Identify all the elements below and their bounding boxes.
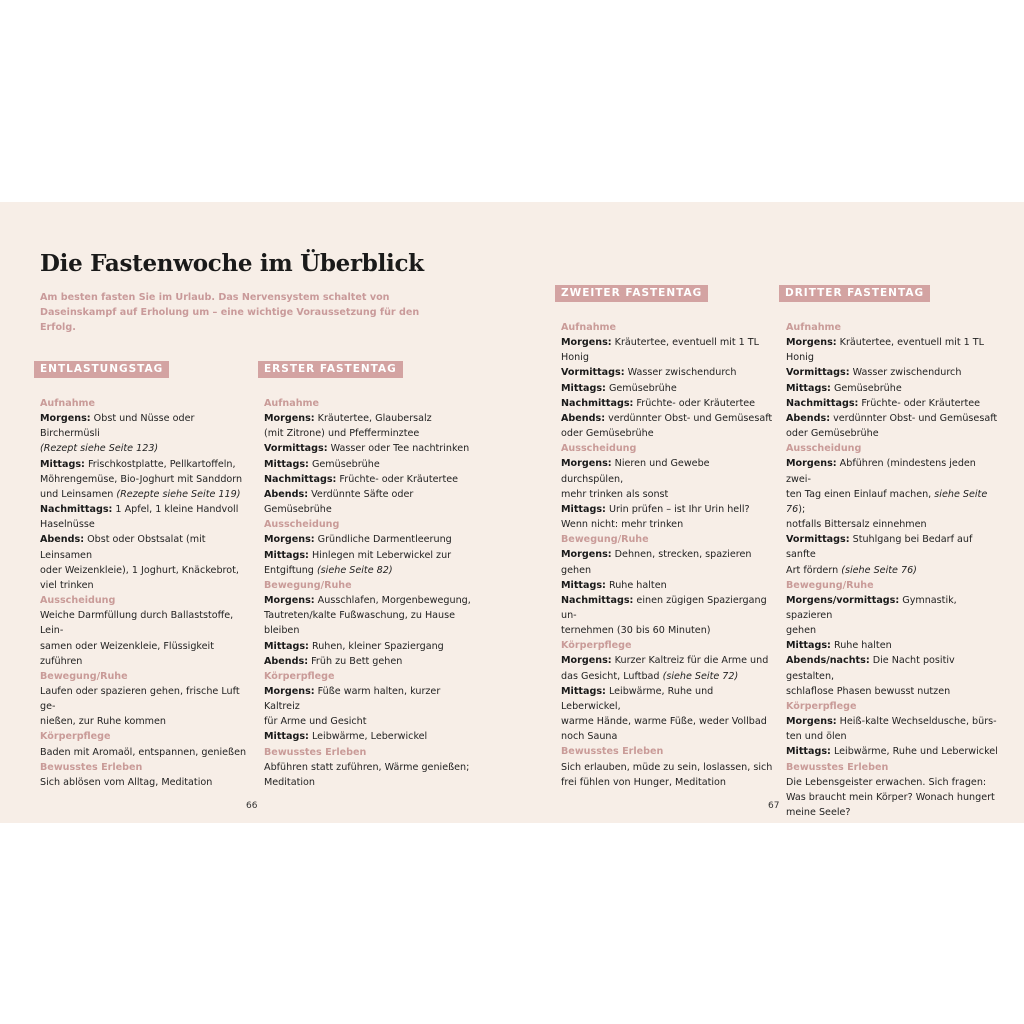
text-line	[264, 608, 476, 623]
time-label: Abends:	[264, 488, 309, 500]
line-text: Gemüsebrühe	[605, 382, 677, 394]
section-heading: Bewegung/Ruhe	[40, 670, 128, 682]
text-line	[786, 381, 998, 396]
line-text: (mit Zitrone) und Pfefferminztee	[264, 428, 420, 440]
time-label: Mittags:	[786, 746, 831, 758]
text-line	[264, 441, 476, 456]
section-heading: Ausscheidung	[561, 443, 637, 455]
time-label: Nachmittags:	[561, 594, 634, 606]
line-text: einen zügigen Spaziergang un-	[561, 594, 767, 621]
text-line	[40, 457, 252, 472]
page-reference: (siehe Seite 82)	[316, 564, 393, 576]
text-line	[264, 472, 476, 487]
line-text: Früchte- oder Kräutertee	[633, 397, 756, 409]
text-line	[40, 487, 252, 502]
time-label: Morgens:	[40, 413, 91, 425]
text-line	[561, 669, 773, 684]
time-label: Abends:	[264, 655, 309, 667]
time-label: Morgens:	[264, 534, 315, 546]
line-text: mehr trinken als sonst	[561, 488, 669, 500]
text-line	[40, 411, 252, 441]
time-label: Mittags:	[264, 549, 309, 561]
column-zweiter-fastentag	[561, 320, 773, 790]
text-line	[561, 381, 773, 396]
line-text: Dehnen, strecken, spazieren gehen	[561, 549, 752, 576]
line-text: warme Hände, warme Füße, weder Vollbad	[561, 716, 767, 728]
text-line	[786, 563, 998, 578]
text-line	[561, 456, 773, 486]
line-text: nießen, zur Ruhe kommen	[40, 716, 166, 728]
text-line	[561, 760, 773, 775]
section-heading: Ausscheidung	[786, 443, 862, 455]
line-text: Die Nacht positiv gestalten,	[786, 655, 955, 682]
page-number-right: 67	[768, 801, 780, 811]
text-line	[40, 608, 252, 638]
text-line	[264, 639, 476, 654]
day-label-zweiter-fastentag: ZWEITER FASTENTAG	[555, 285, 708, 302]
time-label: Morgens:	[561, 549, 612, 561]
line-text: oder Gemüsebrühe	[786, 428, 879, 440]
line-text: Abführen (mindestens jeden zwei-	[786, 458, 976, 485]
line-text: Sich erlauben, müde zu sein, loslassen, sich	[561, 761, 773, 773]
section-heading: Bewegung/Ruhe	[786, 579, 874, 591]
text-line	[561, 593, 773, 623]
section-heading: Körperpflege	[561, 640, 632, 652]
line-text: Stuhlgang bei Bedarf auf sanfte	[786, 534, 973, 561]
line-text: Leibwärme, Ruhe und Leberwickel,	[561, 685, 714, 712]
line-text: Kurzer Kaltreiz für die Arme und	[611, 655, 769, 667]
line-text: Gemüsebrühe	[308, 458, 380, 470]
line-text: Haselnüsse	[40, 519, 95, 531]
time-label: Mittags:	[786, 640, 831, 652]
line-text: Kräutertee, Glaubersalz	[314, 413, 432, 425]
time-label: Mittags:	[264, 731, 309, 743]
time-label: Abends:	[40, 534, 85, 546]
section-heading: Körperpflege	[40, 731, 111, 743]
time-label: Morgens:	[264, 595, 315, 607]
line-text: Leibwärme, Ruhe und Leberwickel	[830, 746, 998, 758]
column-erster-fastentag	[264, 396, 476, 790]
line-text: meine Seele?	[786, 807, 851, 818]
section-heading: Körperpflege	[786, 700, 857, 712]
line-text: Möhrengemüse, Bio-Joghurt mit Sanddorn	[40, 473, 243, 485]
page-title: Die Fastenwoche im Überblick	[40, 250, 424, 277]
time-label: Mittags:	[561, 579, 606, 591]
text-line	[40, 502, 252, 517]
time-label: Vormittags:	[561, 367, 625, 379]
line-text: Wasser oder Tee nachtrinken	[327, 443, 470, 455]
line-text: Die Lebensgeister erwachen. Sich fragen:	[786, 776, 987, 788]
text-line	[561, 714, 773, 729]
day-label-erster-fastentag: ERSTER FASTENTAG	[258, 361, 403, 378]
text-line	[40, 472, 252, 487]
text-line	[786, 775, 998, 790]
text-line	[786, 790, 998, 805]
line-text: Hinlegen mit Leberwickel zur	[308, 549, 452, 561]
line-text: 1 Apfel, 1 kleine Handvoll	[112, 504, 239, 516]
line-text: Weiche Darmfüllung durch Ballaststoffe, Lein-	[40, 610, 234, 637]
section-heading: Bewusstes Erleben	[786, 761, 889, 773]
line-text: Urin prüfen – ist Ihr Urin hell?	[605, 503, 750, 515]
line-text: bleiben	[264, 625, 300, 637]
line-text: Meditation	[264, 776, 315, 788]
text-line	[264, 623, 476, 638]
line-text: frei fühlen von Hunger, Meditation	[561, 776, 727, 788]
text-line	[40, 714, 252, 729]
line-text: Ruhe halten	[605, 579, 667, 591]
text-line	[264, 729, 476, 744]
text-line	[561, 729, 773, 744]
line-text: Gymnastik, spazieren	[786, 594, 957, 621]
text-line	[786, 335, 998, 365]
line-text: und Leinsamen	[40, 488, 117, 500]
page-number-left: 66	[246, 801, 258, 811]
text-line	[40, 684, 252, 714]
line-text: das Gesicht, Luftbad	[561, 670, 663, 682]
line-text: samen oder Weizenkleie, Flüssigkeit zuführen	[40, 640, 214, 667]
page-reference: (siehe Seite 76)	[841, 564, 917, 576]
time-label: Vormittags:	[786, 534, 850, 546]
time-label: Abends:	[561, 412, 606, 424]
line-text: Frischkostplatte, Pellkartoffeln,	[84, 458, 236, 470]
line-text: viel trinken	[40, 579, 94, 591]
section-heading: Ausscheidung	[264, 519, 340, 531]
line-tail: );	[798, 503, 806, 515]
text-line	[264, 457, 476, 472]
time-label: Morgens:	[561, 337, 612, 349]
time-label: Mittags:	[561, 685, 606, 697]
text-line	[264, 684, 476, 714]
text-line	[264, 411, 476, 426]
line-text: Verdünnte Säfte oder Gemüsebrühe	[264, 488, 414, 516]
text-line	[561, 547, 773, 577]
text-line	[786, 653, 998, 683]
time-label: Mittags:	[40, 458, 85, 470]
time-label: Mittags:	[264, 458, 309, 470]
time-label: Nachmittags:	[786, 397, 859, 409]
time-label: Mittags:	[264, 640, 309, 652]
section-heading: Ausscheidung	[40, 595, 116, 607]
line-text: Art fördern	[786, 564, 842, 576]
line-text: Obst und Nüsse oder Birchermüsli	[40, 413, 195, 440]
text-line	[561, 684, 773, 714]
text-line	[786, 638, 998, 653]
line-text: Früh zu Bett gehen	[308, 655, 403, 667]
text-line	[786, 532, 998, 562]
line-text: Abführen statt zuführen, Wärme genießen;	[264, 761, 470, 773]
text-line	[264, 593, 476, 608]
text-line	[786, 396, 998, 411]
line-text: Entgiftung	[264, 564, 317, 576]
line-text: verdünnter Obst- und Gemüsesaft	[605, 412, 773, 424]
time-label: Morgens:	[264, 685, 315, 697]
text-line	[561, 623, 773, 638]
page-reference: siehe Seite 76	[786, 488, 988, 515]
section-heading: Bewegung/Ruhe	[264, 579, 352, 591]
line-text: oder Weizenkleie), 1 Joghurt, Knäckebrot,	[40, 564, 239, 576]
time-label: Vormittags:	[786, 367, 850, 379]
line-text: noch Sauna	[561, 731, 618, 743]
time-label: Nachmittags:	[264, 473, 337, 485]
line-text: schlaflose Phasen bewusst nutzen	[786, 685, 951, 697]
line-text: ten und ölen	[786, 731, 847, 743]
line-text: für Arme und Gesicht	[264, 716, 367, 728]
section-heading: Aufnahme	[264, 398, 320, 409]
line-text: Früchte- oder Kräutertee	[336, 473, 459, 485]
time-label: Morgens:	[786, 716, 837, 728]
text-line	[264, 548, 476, 563]
text-line	[561, 335, 773, 365]
text-line	[786, 365, 998, 380]
line-text: ternehmen (30 bis 60 Minuten)	[561, 625, 711, 637]
text-line	[264, 487, 476, 517]
text-line	[786, 744, 998, 759]
time-label: Morgens:	[561, 458, 612, 470]
line-text: Ruhen, kleiner Spaziergang	[308, 640, 444, 652]
column-entlastungstag	[40, 396, 252, 790]
time-label: Mittags:	[561, 503, 606, 515]
section-heading: Aufnahme	[40, 398, 96, 409]
text-line	[40, 745, 252, 760]
line-text: Nieren und Gewebe durchspülen,	[561, 458, 710, 485]
page-reference: (Rezept siehe Seite 123)	[40, 443, 159, 455]
text-line	[40, 441, 252, 456]
time-label: Vormittags:	[264, 443, 328, 455]
section-heading: Aufnahme	[561, 322, 617, 333]
text-line	[264, 426, 476, 441]
text-line	[561, 517, 773, 532]
section-heading: Bewusstes Erleben	[40, 761, 143, 773]
line-text: Gemüsebrühe	[830, 382, 902, 394]
text-line	[561, 775, 773, 790]
line-text: Heiß-kalte Wechseldusche, bürs-	[836, 716, 997, 728]
text-line	[786, 729, 998, 744]
text-line	[264, 563, 476, 578]
time-label: Nachmittags:	[561, 397, 634, 409]
intro-text: Am besten fasten Sie im Urlaub. Das Nervensystem schaltet von Daseinskampf auf Erholung um – eine wichtige Voraussetzung für den Erfolg.	[40, 292, 420, 333]
line-text: Ausschlafen, Morgenbewegung,	[314, 595, 471, 607]
text-line	[561, 487, 773, 502]
line-text: Wasser zwischendurch	[849, 367, 962, 379]
text-line	[40, 775, 252, 790]
section-heading: Bewusstes Erleben	[561, 746, 664, 758]
line-text: Kräutertee, eventuell mit 1 TL Honig	[786, 337, 985, 364]
text-line	[40, 563, 252, 578]
line-text: oder Gemüsebrühe	[561, 428, 654, 440]
text-line	[40, 639, 252, 669]
text-line	[561, 396, 773, 411]
text-line	[786, 411, 998, 426]
text-line	[561, 426, 773, 441]
text-line	[264, 714, 476, 729]
line-text: ten Tag einen Einlauf machen,	[786, 488, 935, 500]
text-line	[561, 578, 773, 593]
line-text: notfalls Bittersalz einnehmen	[786, 519, 927, 531]
column-dritter-fastentag	[786, 320, 998, 820]
text-line	[40, 578, 252, 593]
line-text: gehen	[786, 625, 817, 637]
line-text: Kräutertee, eventuell mit 1 TL Honig	[561, 337, 760, 364]
text-line	[40, 532, 252, 562]
text-line	[786, 684, 998, 699]
text-line	[561, 411, 773, 426]
time-label: Nachmittags:	[40, 504, 113, 516]
line-text: verdünnter Obst- und Gemüsesaft	[830, 412, 998, 424]
time-label: Abends:	[786, 412, 831, 424]
line-text: Wenn nicht: mehr trinken	[561, 519, 684, 531]
time-label: Abends/nachts:	[786, 655, 870, 667]
time-label: Morgens/vormittags:	[786, 594, 900, 606]
text-line	[264, 654, 476, 669]
section-heading: Körperpflege	[264, 670, 335, 682]
text-line	[786, 714, 998, 729]
line-text: Tautreten/kalte Fußwaschung, zu Hause	[264, 610, 456, 622]
line-text: Leibwärme, Leberwickel	[308, 731, 428, 743]
section-heading: Aufnahme	[786, 322, 842, 333]
text-line	[786, 426, 998, 441]
page-reference: (siehe Seite 72)	[662, 670, 739, 682]
text-line	[40, 517, 252, 532]
text-line	[786, 623, 998, 638]
page-reference: (Rezepte siehe Seite 119)	[116, 488, 241, 500]
line-text: Gründliche Darmentleerung	[314, 534, 452, 546]
line-text: Wasser zwischendurch	[624, 367, 737, 379]
text-line	[786, 593, 998, 623]
line-text: Baden mit Aromaöl, entspannen, genießen	[40, 746, 247, 758]
line-text: Was braucht mein Körper? Wonach hungert	[786, 791, 995, 803]
text-line	[786, 487, 998, 517]
line-text: Obst oder Obstsalat (mit Leinsamen	[40, 534, 206, 561]
text-line	[264, 775, 476, 790]
section-heading: Bewegung/Ruhe	[561, 534, 649, 546]
line-text: Laufen oder spazieren gehen, frische Luft ge-	[40, 685, 240, 713]
text-line	[786, 517, 998, 532]
line-text: Früchte- oder Kräutertee	[858, 397, 981, 409]
text-line	[786, 456, 998, 486]
section-heading: Bewusstes Erleben	[264, 746, 367, 758]
line-text: Ruhe halten	[830, 640, 892, 652]
day-label-dritter-fastentag: DRITTER FASTENTAG	[779, 285, 930, 302]
text-line	[561, 502, 773, 517]
time-label: Mittags:	[561, 382, 606, 394]
day-label-entlastungstag: ENTLASTUNGSTAG	[34, 361, 169, 378]
text-line	[264, 532, 476, 547]
line-text: Sich ablösen vom Alltag, Meditation	[40, 776, 213, 788]
time-label: Morgens:	[264, 413, 315, 425]
text-line	[561, 653, 773, 668]
text-line	[786, 805, 998, 820]
time-label: Morgens:	[786, 458, 837, 470]
text-line	[561, 365, 773, 380]
time-label: Morgens:	[561, 655, 612, 667]
time-label: Morgens:	[786, 337, 837, 349]
text-line	[264, 760, 476, 775]
time-label: Mittags:	[786, 382, 831, 394]
line-text: Füße warm halten, kurzer Kaltreiz	[264, 685, 441, 713]
